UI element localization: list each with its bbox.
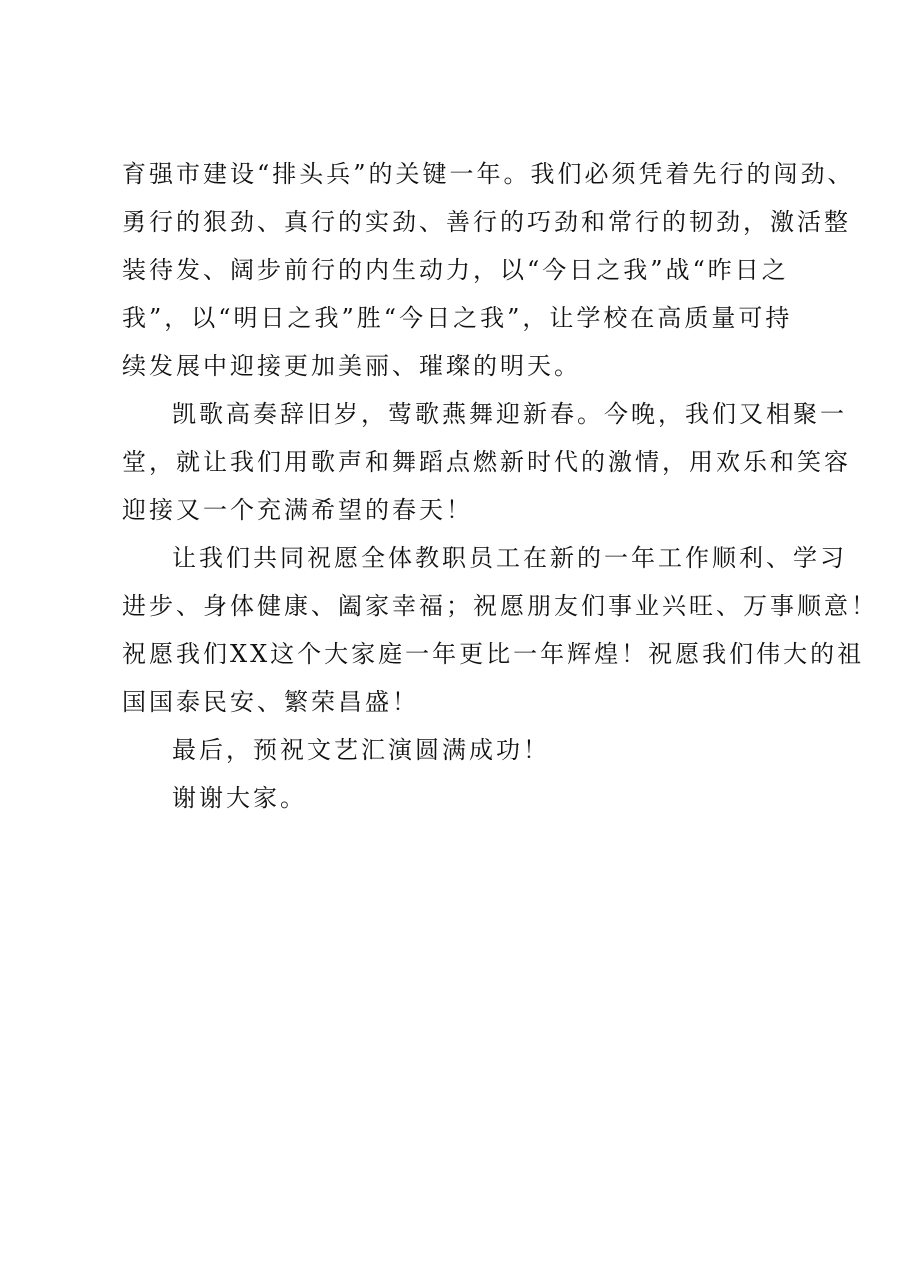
closing-line: 最后，预祝文艺汇演圆满成功！: [172, 736, 550, 764]
paragraph-start-line: 让我们共同祝愿全体教职员工在新的一年工作顺利、学习: [172, 544, 847, 572]
text-line: 迎接又一个充满希望的春天！: [122, 496, 473, 524]
document-body: [122, 150, 878, 822]
paragraph-start-line: 凯歌高奏辞旧岁，莺歌燕舞迎新春。今晚，我们又相聚一: [172, 400, 847, 428]
text-line: 我”，以“明日之我”胜“今日之我”，让学校在高质量可持: [122, 304, 793, 332]
thanks-line: 谢谢大家。: [172, 784, 307, 812]
text-line: 续发展中迎接更加美丽、璀璨的明天。: [122, 352, 581, 380]
text-line: 育强市建设“排头兵”的关键一年。我们必须凭着先行的闯劲、: [122, 160, 855, 188]
text-line: 国国泰民安、繁荣昌盛！: [122, 688, 419, 716]
text-line: 祝愿我们XX这个大家庭一年更比一年辉煌！祝愿我们伟大的祖: [122, 640, 865, 668]
text-line: 勇行的狠劲、真行的实劲、善行的巧劲和常行的韧劲，激活整: [122, 208, 851, 236]
text-line: 进步、身体健康、阖家幸福；祝愿朋友们事业兴旺、万事顺意！: [122, 592, 878, 620]
text-line: 装待发、阔步前行的内生动力，以“今日之我”战“昨日之: [122, 256, 789, 284]
text-line: 堂，就让我们用歌声和舞蹈点燃新时代的激情，用欢乐和笑容: [122, 448, 851, 476]
